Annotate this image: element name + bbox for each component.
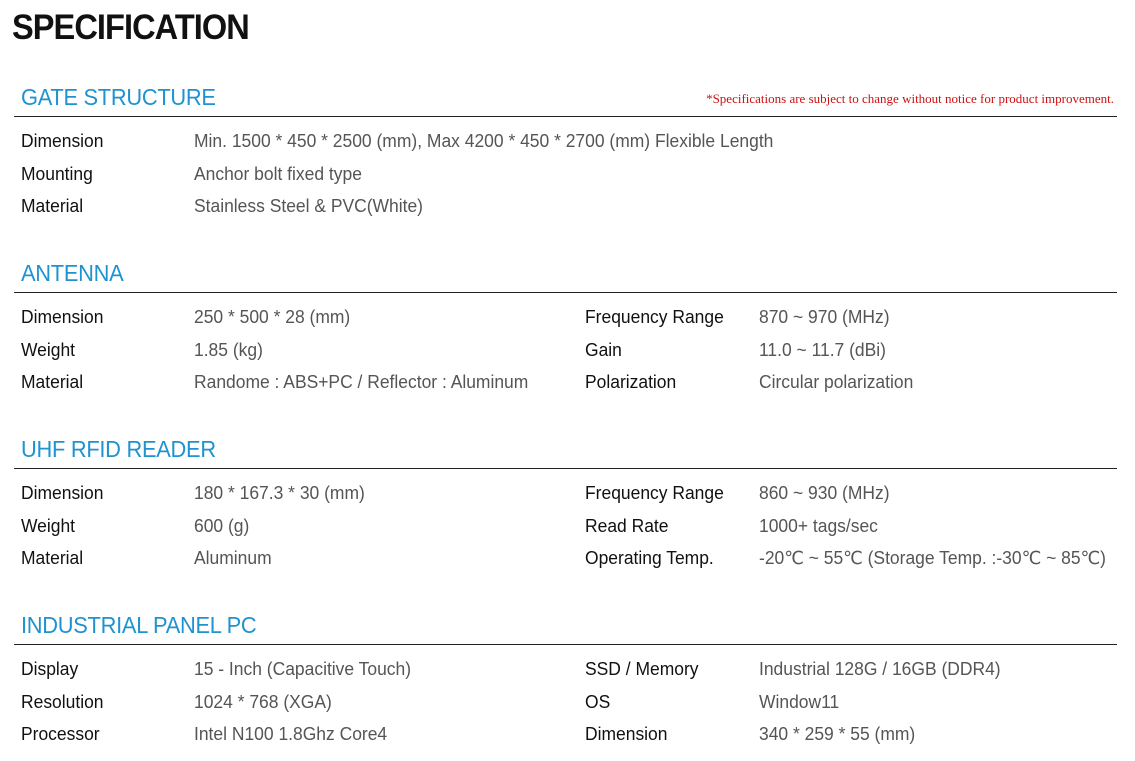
spec-label: Mounting — [21, 163, 93, 184]
section-title: GATE STRUCTURE — [21, 84, 216, 110]
spec-label: Dimension — [21, 131, 104, 151]
section-gate-structure — [14, 78, 1117, 223]
spec-value: 600 (g) — [194, 515, 250, 536]
spec-label: Display — [21, 659, 79, 679]
spec-value: 11.0 ~ 11.7 (dBi) — [759, 339, 886, 360]
spec-value: Industrial 128G / 16GB (DDR4) — [759, 659, 1001, 679]
page-title: SPECIFICATION — [12, 8, 249, 47]
spec-rows — [14, 469, 1117, 575]
spec-value: Aluminum — [194, 548, 272, 568]
notice-text: *Specifications are subject to change without notice for product improvement. — [706, 91, 1114, 106]
spec-row — [14, 653, 1117, 686]
spec-label: Weight — [21, 339, 76, 360]
spec-row — [14, 125, 1117, 158]
section-title: ANTENNA — [21, 260, 124, 286]
spec-label: Frequency Range — [585, 483, 724, 503]
spec-value: Min. 1500 * 450 * 2500 (mm), Max 4200 * 450 * 2700 (mm) Flexible Length — [194, 131, 774, 151]
spec-label: OS — [585, 691, 611, 712]
spec-value: 860 ~ 930 (MHz) — [759, 483, 890, 503]
section-header — [14, 254, 1117, 293]
spec-value: Intel N100 1.8Ghz Core4 — [194, 724, 388, 744]
spec-value: Anchor bolt fixed type — [194, 163, 362, 184]
spec-rows — [14, 117, 1117, 223]
spec-row — [14, 190, 1117, 223]
spec-value: 250 * 500 * 28 (mm) — [194, 307, 351, 327]
spec-row — [14, 334, 1117, 367]
section-title: INDUSTRIAL PANEL PC — [21, 612, 257, 638]
section-industrial-panel-pc — [14, 606, 1117, 751]
spec-label: Dimension — [21, 307, 104, 327]
spec-value: Randome : ABS+PC / Reflector : Aluminum — [194, 372, 529, 392]
spec-label: Material — [21, 548, 84, 568]
spec-label: Processor — [21, 724, 100, 744]
spec-label: Gain — [585, 339, 622, 360]
section-uhf-rfid-reader — [14, 430, 1117, 575]
spec-row — [14, 686, 1117, 719]
section-antenna — [14, 254, 1117, 399]
spec-label: Weight — [21, 515, 76, 536]
section-header — [14, 430, 1117, 469]
section-header — [14, 606, 1117, 645]
spec-row — [14, 301, 1117, 334]
spec-value: 15 - Inch (Capacitive Touch) — [194, 659, 412, 679]
spec-label: Read Rate — [585, 515, 669, 536]
spec-row — [14, 718, 1117, 751]
spec-label: Material — [21, 372, 84, 392]
spec-label: SSD / Memory — [585, 659, 699, 679]
spec-label: Resolution — [21, 691, 104, 712]
spec-row — [14, 542, 1117, 575]
spec-value: Circular polarization — [759, 372, 914, 392]
spec-value: 870 ~ 970 (MHz) — [759, 307, 890, 327]
spec-value: Stainless Steel & PVC(White) — [194, 196, 424, 216]
spec-value: 180 * 167.3 * 30 (mm) — [194, 483, 365, 503]
spec-row — [14, 510, 1117, 543]
section-title: UHF RFID READER — [21, 436, 216, 462]
spec-value: Window11 — [759, 691, 840, 712]
spec-value: 1024 * 768 (XGA) — [194, 691, 332, 712]
spec-value: -20℃ ~ 55℃ (Storage Temp. :-30℃ ~ 85℃) — [759, 548, 1106, 568]
spec-label: Polarization — [585, 372, 677, 392]
spec-label: Dimension — [21, 483, 104, 503]
section-header — [14, 78, 1117, 117]
spec-label: Operating Temp. — [585, 548, 714, 568]
spec-row — [14, 158, 1117, 191]
spec-value: 1.85 (kg) — [194, 339, 263, 360]
spec-value: 340 * 259 * 55 (mm) — [759, 724, 916, 744]
spec-rows — [14, 645, 1117, 751]
spec-row — [14, 366, 1117, 399]
spec-row — [14, 477, 1117, 510]
spec-label: Frequency Range — [585, 307, 724, 327]
spec-label: Material — [21, 196, 84, 216]
spec-value: 1000+ tags/sec — [759, 515, 878, 536]
spec-rows — [14, 293, 1117, 399]
spec-label: Dimension — [585, 724, 668, 744]
